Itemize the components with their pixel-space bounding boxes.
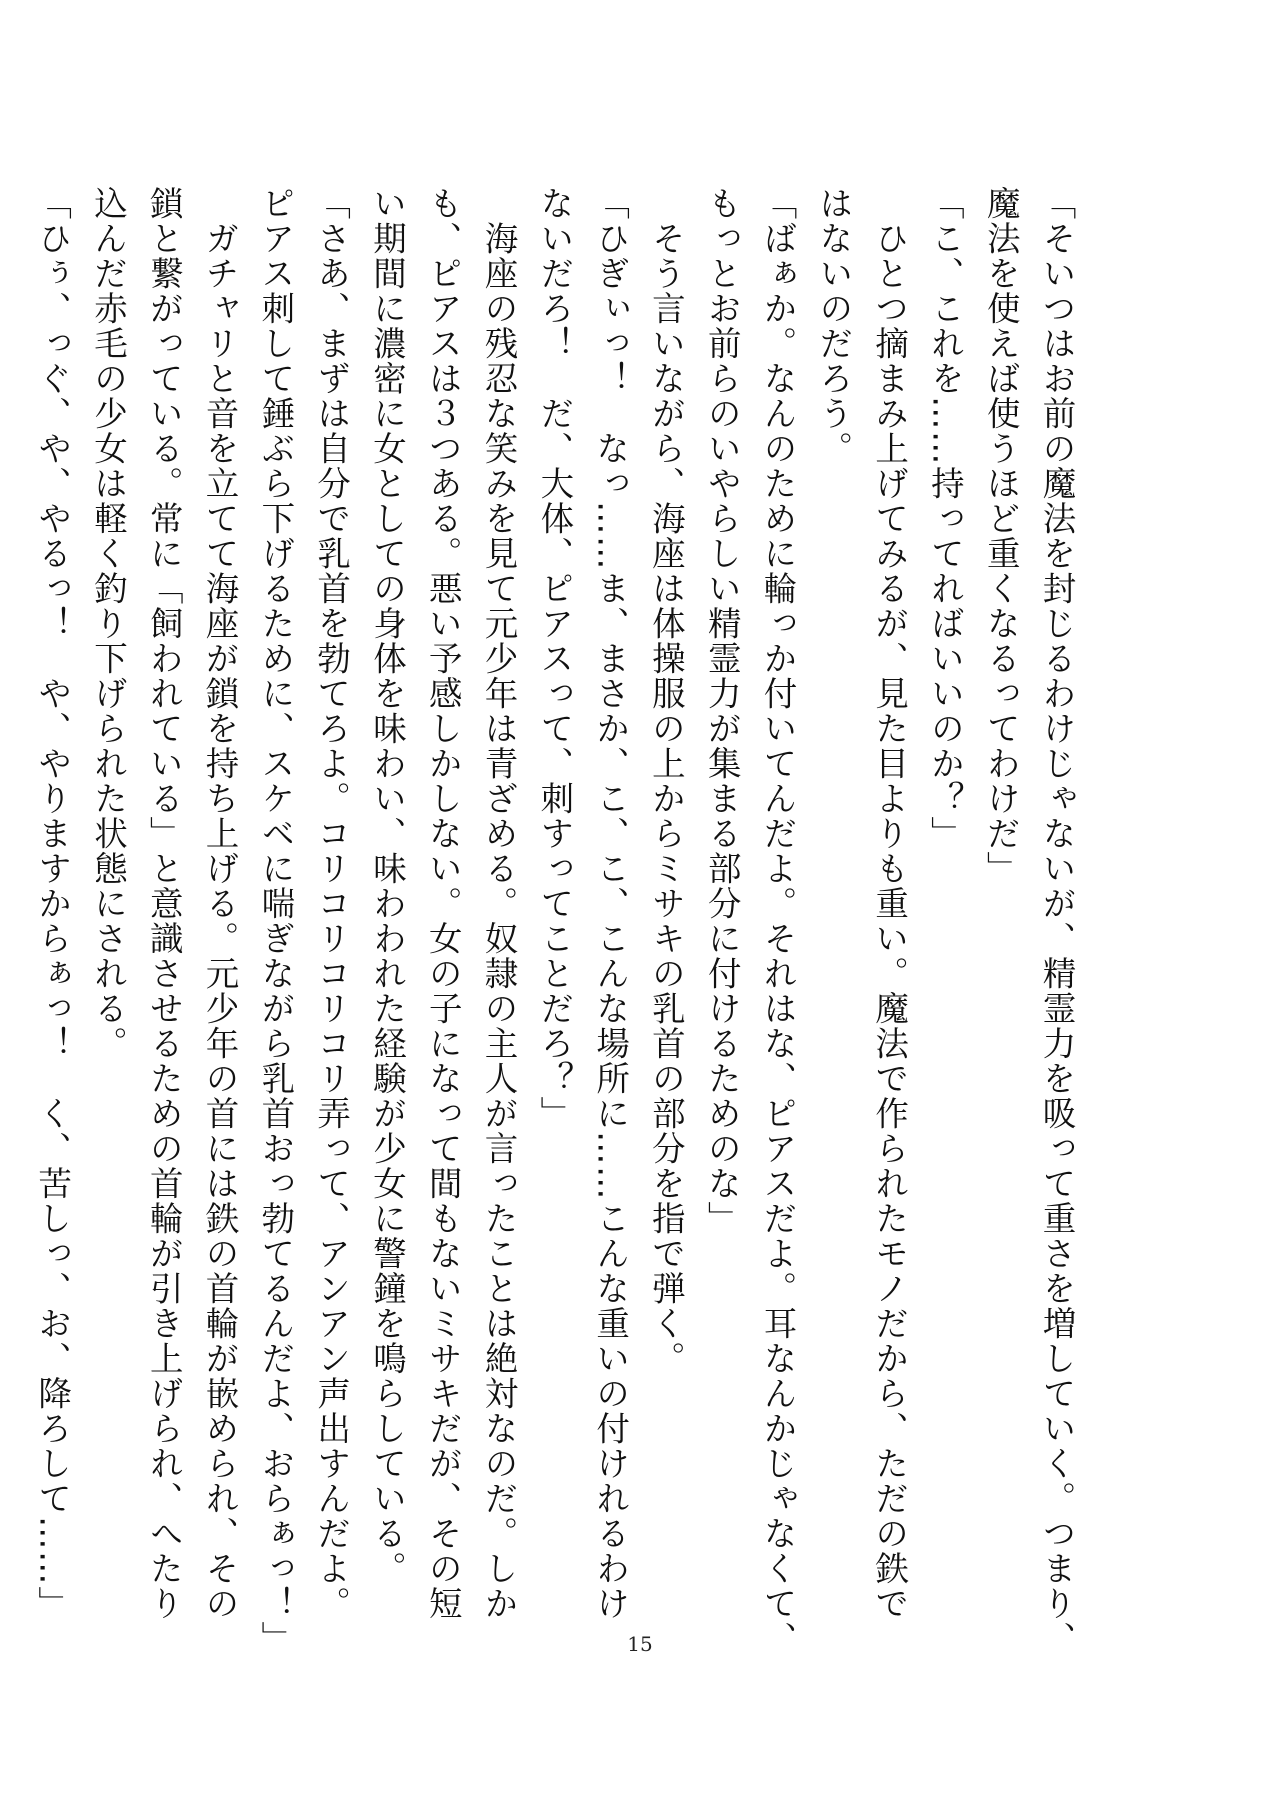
- text-line: ひとつ摘まみ上げてみるが、見た目よりも重い。魔法で作られたモノだから、ただの鉄で: [869, 186, 909, 1621]
- text-line: 「ひぅ、っぐ、や、やるっ！ や、やりますからぁっ！ く、苦しっ、お、降ろして……」: [32, 186, 72, 1621]
- text-line: もっとお前らのいやらしい精霊力が集まる部分に付けるためのな」: [702, 186, 742, 1236]
- text-line: 「さあ、まずは自分で乳首を勃てろよ。コリコリコリコリ弄って、アンアン声出すんだよ。: [311, 186, 351, 1621]
- text-line: ガチャリと音を立てて海座が鎖を持ち上げる。元少年の首には鉄の首輪が嵌められ、その: [200, 186, 240, 1621]
- text-line: 魔法を使えば使うほど重くなるってわけだ」: [981, 186, 1021, 886]
- text-line: ピアス刺して錘ぶら下げるために、スケベに喘ぎながら乳首おっ勃てるんだよ、おらぁっ！」: [255, 186, 295, 1656]
- text-line: 「ひぎぃっ！ なっ……ま、まさか、こ、こ、こんな場所に……こんな重いの付けれるわけ: [590, 186, 630, 1621]
- text-line: そう言いながら、海座は体操服の上からミサキの乳首の部分を指で弾く。: [646, 186, 686, 1376]
- text-line: 「そいつはお前の魔法を封じるわけじゃないが、精霊力を吸って重さを増していく。つまり、: [1037, 186, 1076, 1656]
- text-line: 鎖と繋がっている。常に「飼われている」と意識させるための首輪が引き上げられ、へたり: [144, 186, 184, 1621]
- text-line: はないのだろう。: [813, 186, 853, 466]
- text-line: 海座の残忍な笑みを見て元少年は青ざめる。奴隷の主人が言ったことは絶対なのだ。しか: [479, 186, 519, 1621]
- text-line: 込んだ赤毛の少女は軽く釣り下げられた状態にされる。: [88, 186, 128, 1061]
- text-line: 「こ、これを……持ってればいいのか？」: [925, 186, 965, 851]
- text-line: い期間に濃密に女としての身体を味わい、味わわれた経験が少女に警鐘を鳴らしている。: [367, 186, 407, 1586]
- text-line: 「ばぁか。なんのために輪っか付いてんだよ。それはな、ピアスだよ。耳なんかじゃなくて、: [758, 186, 798, 1656]
- text-line: ないだろ！ だ、大体、ピアスって、刺すってことだろ？」: [534, 186, 574, 1131]
- page-number: 15: [627, 1632, 653, 1656]
- text-line: も、ピアスは３つある。悪い予感しかしない。女の子になって間もないミサキだが、その短: [423, 186, 463, 1621]
